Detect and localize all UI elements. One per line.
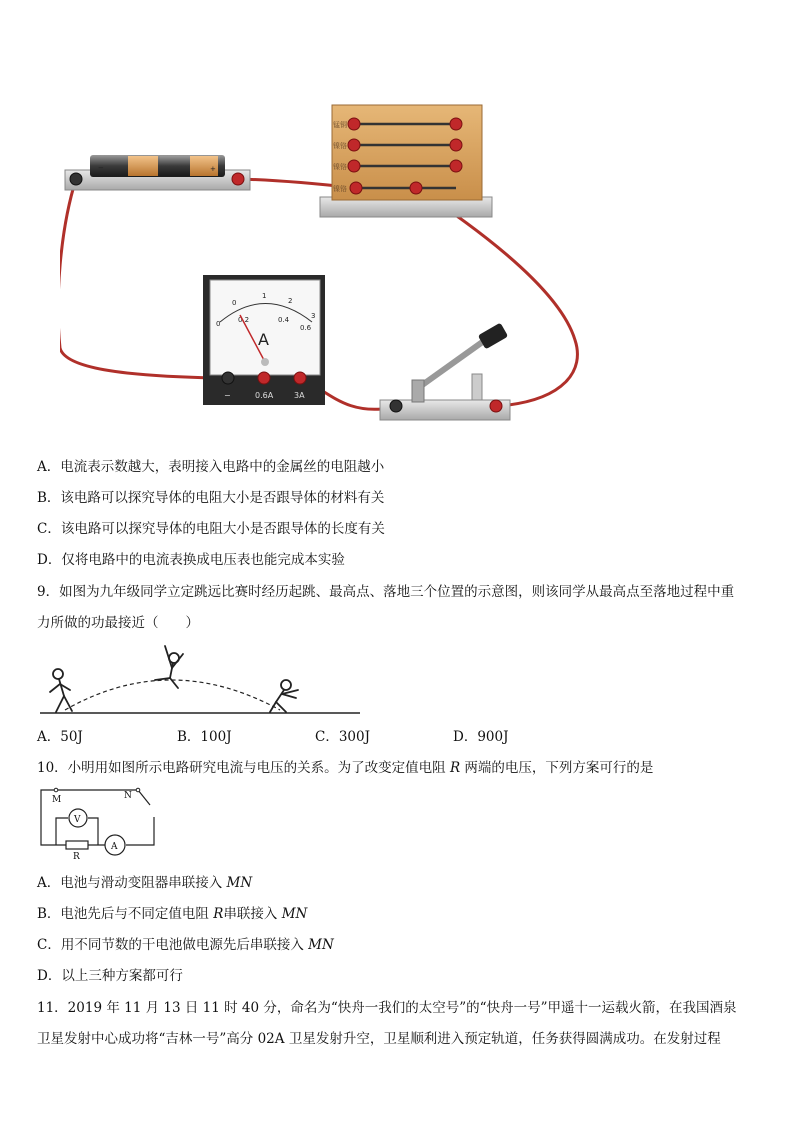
q9-stem-line2: 力所做的功最接近（ ）: [37, 615, 199, 631]
ammeter-top-3: 3: [311, 312, 316, 320]
resistance-wire-board: [320, 105, 492, 217]
battery-plus-sign: +: [210, 165, 216, 173]
board-label-3: 镍铬: [333, 163, 347, 171]
q9-option-c: C．300J: [315, 729, 371, 745]
ammeter-top-0: 0: [232, 299, 237, 307]
q10-option-a-text: A．电池与滑动变阻器串联接入: [37, 875, 227, 891]
q10-option-a-var: MN: [226, 875, 253, 891]
q10-stem-pre: 10．小明用如图所示电路研究电流与电压的关系。为了改变定值电阻: [37, 760, 450, 776]
q8-option-d: D．仅将电路中的电流表换成电压表也能完成本实验: [37, 552, 345, 568]
q9-option-a: A．50J: [37, 729, 83, 745]
ammeter-bottom-1: 0.2: [238, 316, 250, 324]
q10-stem: [37, 758, 653, 778]
board-label-2: 镍铬: [333, 142, 347, 150]
ammeter-bottom-0: 0: [216, 320, 221, 328]
ammeter-terminal-06a: 0.6A: [255, 391, 274, 400]
q10-option-d-text: D．以上三种方案都可行: [37, 968, 183, 984]
jumper-takeoff: [50, 669, 72, 712]
circuit-label-m: M: [52, 795, 62, 805]
q10-option-d: [37, 966, 183, 986]
ammeter-bottom-3: 0.6: [300, 324, 312, 332]
q11-stem-line1: 11．2019 年 11 月 13 日 11 时 40 分，命名为“快舟一我们的太空号”的“快舟一号”甲遥十一运载火箭，在我国酒泉: [37, 1000, 737, 1016]
q10-option-c-text: C．用不同节数的干电池做电源先后串联接入: [37, 937, 309, 953]
q10-option-b-var2: MN: [281, 906, 308, 922]
q10-option-c-var: MN: [308, 937, 334, 953]
q8-option-a: A．电流表示数越大，表明接入电路中的金属丝的电阻越小: [37, 459, 385, 475]
jumper-peak: [155, 646, 183, 688]
circuit-label-a: A: [111, 842, 118, 852]
circuit-label-n: N: [124, 791, 132, 801]
long-jump-figure: [40, 640, 360, 720]
board-label-1: 锰铜: [333, 121, 347, 129]
circuit-label-v: V: [74, 815, 81, 825]
q10-stem-var: R: [449, 760, 461, 776]
q10-option-b-text: B．电池先后与不同定值电阻: [37, 906, 214, 922]
q8-option-b: B．该电路可以探究导体的电阻大小是否跟导体的材料有关: [37, 490, 385, 506]
circuit-apparatus-figure: [60, 100, 590, 430]
q10-circuit-diagram: [36, 785, 166, 860]
battery-minus-sign: −: [98, 164, 104, 172]
ammeter-top-1: 1: [262, 292, 267, 300]
ammeter: [203, 275, 325, 405]
q10-option-b-var: R: [213, 906, 224, 922]
q9-option-d: D．900J: [453, 729, 509, 745]
q10-option-a: [37, 873, 252, 893]
q10-option-c: [37, 935, 334, 955]
ammeter-terminal-minus: −: [224, 391, 231, 400]
q10-stem-post: 两端的电压，下列方案可行的是: [460, 760, 654, 776]
board-label-4: 镍铬: [333, 185, 347, 193]
battery-holder: [65, 155, 250, 190]
q10-option-b: [37, 904, 307, 924]
q11-stem-line2: 卫星发射中心成功将“吉林一号”高分 02A 卫星发射升空，卫星顺利进入预定轨道，任务获得圆满成功。在发射过程: [37, 1031, 721, 1047]
q9-option-b: B．100J: [177, 729, 232, 745]
ammeter-unit-symbol: A: [258, 330, 269, 349]
q8-option-c: C．该电路可以探究导体的电阻大小是否跟导体的长度有关: [37, 521, 385, 537]
q9-stem-line1: 9．如图为九年级同学立定跳远比赛时经历起跳、最高点、落地三个位置的示意图，则该同学从最高点至落地过程中重: [37, 584, 735, 600]
ammeter-terminal-3a: 3A: [294, 391, 305, 400]
ammeter-top-2: 2: [288, 297, 293, 305]
knife-switch: [380, 323, 510, 420]
circuit-label-r: R: [73, 852, 80, 860]
ammeter-bottom-2: 0.4: [278, 316, 290, 324]
q10-option-b-text2: 串联接入: [223, 906, 282, 922]
